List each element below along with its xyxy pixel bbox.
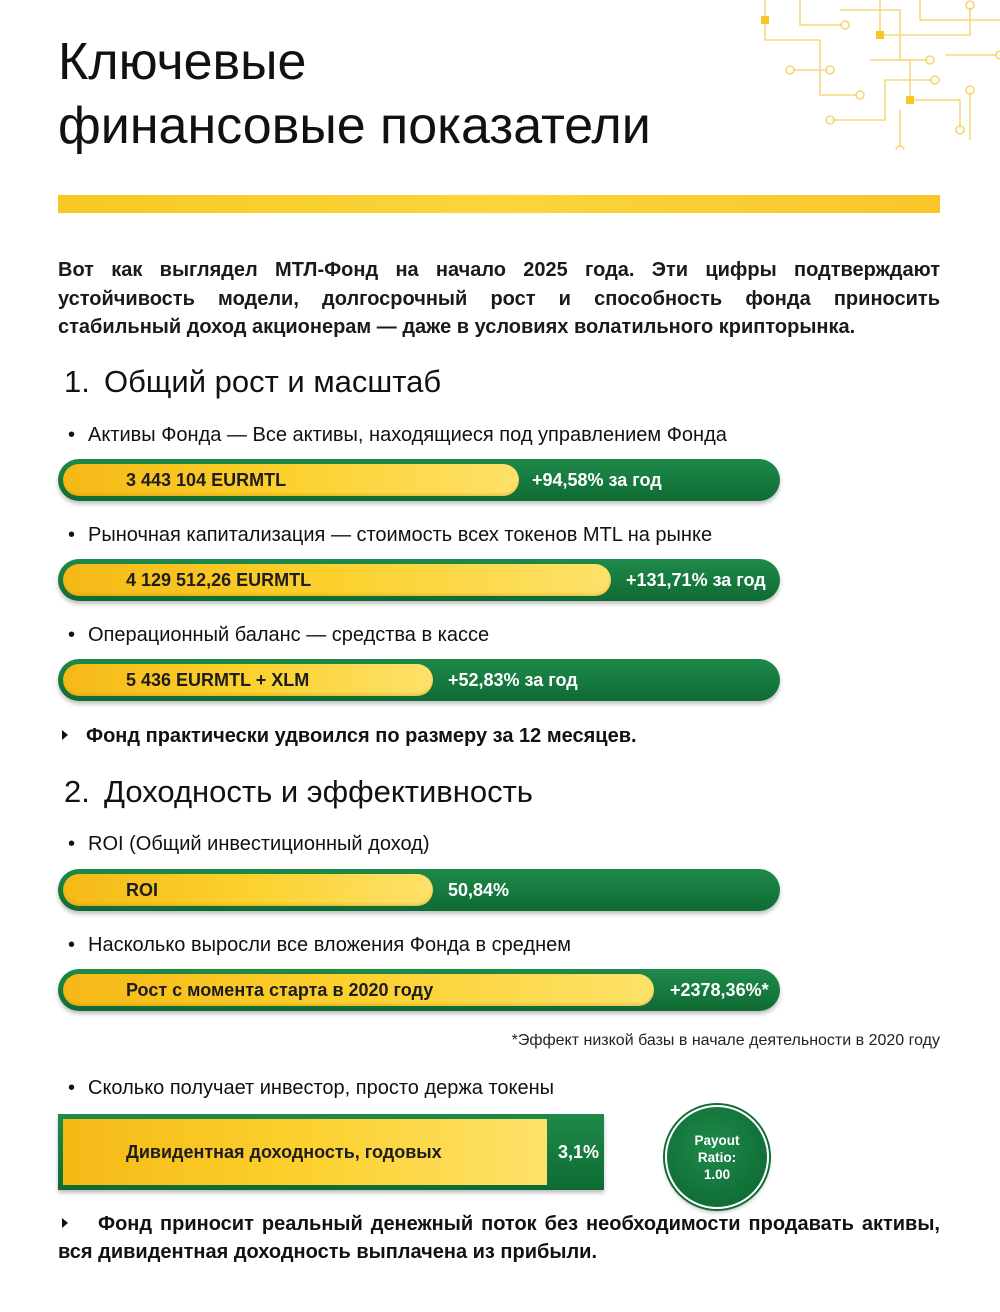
roi-bar-value: 50,84% <box>448 880 510 900</box>
bullet-roi: • ROI (Общий инвестиционный доход) <box>68 833 430 855</box>
section-1-number: 1. <box>64 364 90 399</box>
bullet-dividend: • Сколько получает инвестор, просто держа токены <box>68 1077 555 1099</box>
section-1-heading <box>64 362 441 402</box>
bullet-market-cap-label: Рыночная капитализация — стоимость всех токенов MTL на рынке <box>88 524 713 546</box>
arrow-icon <box>62 1218 68 1228</box>
section-1-note-text: Фонд практически удвоился по размеру за 12 месяцев. <box>86 725 637 747</box>
payout-line-3: 1.00 <box>703 1166 731 1182</box>
page-title-line-2: финансовые показатели <box>58 97 651 155</box>
circuit-decoration <box>670 0 1000 150</box>
footnote: *Эффект низкой базы в начале деятельности в 2020 году <box>511 1032 940 1049</box>
operational-balance-bar-label: 5 436 EURMTL + XLM <box>126 670 310 690</box>
section-2-note <box>58 1210 940 1266</box>
roi-bar-label: ROI <box>126 880 159 900</box>
section-1-title: Общий рост и масштаб <box>104 364 442 399</box>
page-title <box>58 30 651 158</box>
growth-bar-label: Рост с момента старта в 2020 году <box>126 980 434 1000</box>
market-cap-bar <box>58 559 780 601</box>
title-underline <box>58 195 940 213</box>
section-1-note <box>62 722 637 750</box>
arrow-icon <box>62 730 68 740</box>
section-2-note-text: Фонд приносит реальный денежный поток без необходимости продавать активы, вся дивидентная доходность выплачена из прибыли. <box>58 1213 940 1263</box>
bullet-growth-label: Насколько выросли все вложения Фонда в среднем <box>88 934 572 956</box>
bullet-dividend-label: Сколько получает инвестор, просто держа токены <box>88 1077 555 1099</box>
operational-balance-bar <box>58 659 780 701</box>
section-2-title: Доходность и эффективность <box>104 774 533 809</box>
bullet-roi-label: ROI (Общий инвестиционный доход) <box>88 833 430 855</box>
bullet-operational-balance-label: Операционный баланс — средства в кассе <box>88 624 490 646</box>
section-2-number: 2. <box>64 774 90 809</box>
bullet-assets-label: Активы Фонда — Все активы, находящиеся под управлением Фонда <box>88 424 727 446</box>
payout-ratio-badge <box>665 1105 769 1209</box>
dividend-bar-label: Дивидентная доходность, годовых <box>126 1142 442 1162</box>
payout-line-1: Payout <box>694 1132 740 1148</box>
growth-bar-value: +2378,36%* <box>670 980 769 1000</box>
growth-bar <box>58 969 780 1011</box>
roi-bar <box>58 869 780 911</box>
dividend-bar <box>58 1114 604 1190</box>
bullet-operational-balance: • Операционный баланс — средства в кассе <box>68 624 490 646</box>
bullet-assets: • Активы Фонда — Все активы, находящиеся под управлением Фонда <box>68 424 727 446</box>
bullet-growth: • Насколько выросли все вложения Фонда в среднем <box>68 934 572 956</box>
dividend-bar-value: 3,1% <box>558 1142 600 1162</box>
roi-bar-fill <box>63 874 433 906</box>
bullet-market-cap: • Рыночная капитализация — стоимость всех токенов MTL на рынке <box>68 524 713 546</box>
market-cap-bar-value: +131,71% за год <box>626 570 766 590</box>
page-title-line-1: Ключевые <box>58 33 307 91</box>
assets-bar-label: 3 443 104 EURMTL <box>126 470 287 490</box>
intro-paragraph: Вот как выглядел МТЛ-Фонд на начало 2025 года. Эти цифры подтверждают устойчивость модели, долгосрочный рост и способность фонда приносить стабильный доход акционерам — даже в условиях волатильного крипторынка. <box>58 259 940 338</box>
payout-line-2: Ratio: <box>697 1149 737 1165</box>
section-2-heading <box>64 772 533 812</box>
assets-bar <box>58 459 780 501</box>
operational-balance-bar-value: +52,83% за год <box>448 670 578 690</box>
market-cap-bar-label: 4 129 512,26 EURMTL <box>126 570 312 590</box>
assets-bar-value: +94,58% за год <box>532 470 662 490</box>
